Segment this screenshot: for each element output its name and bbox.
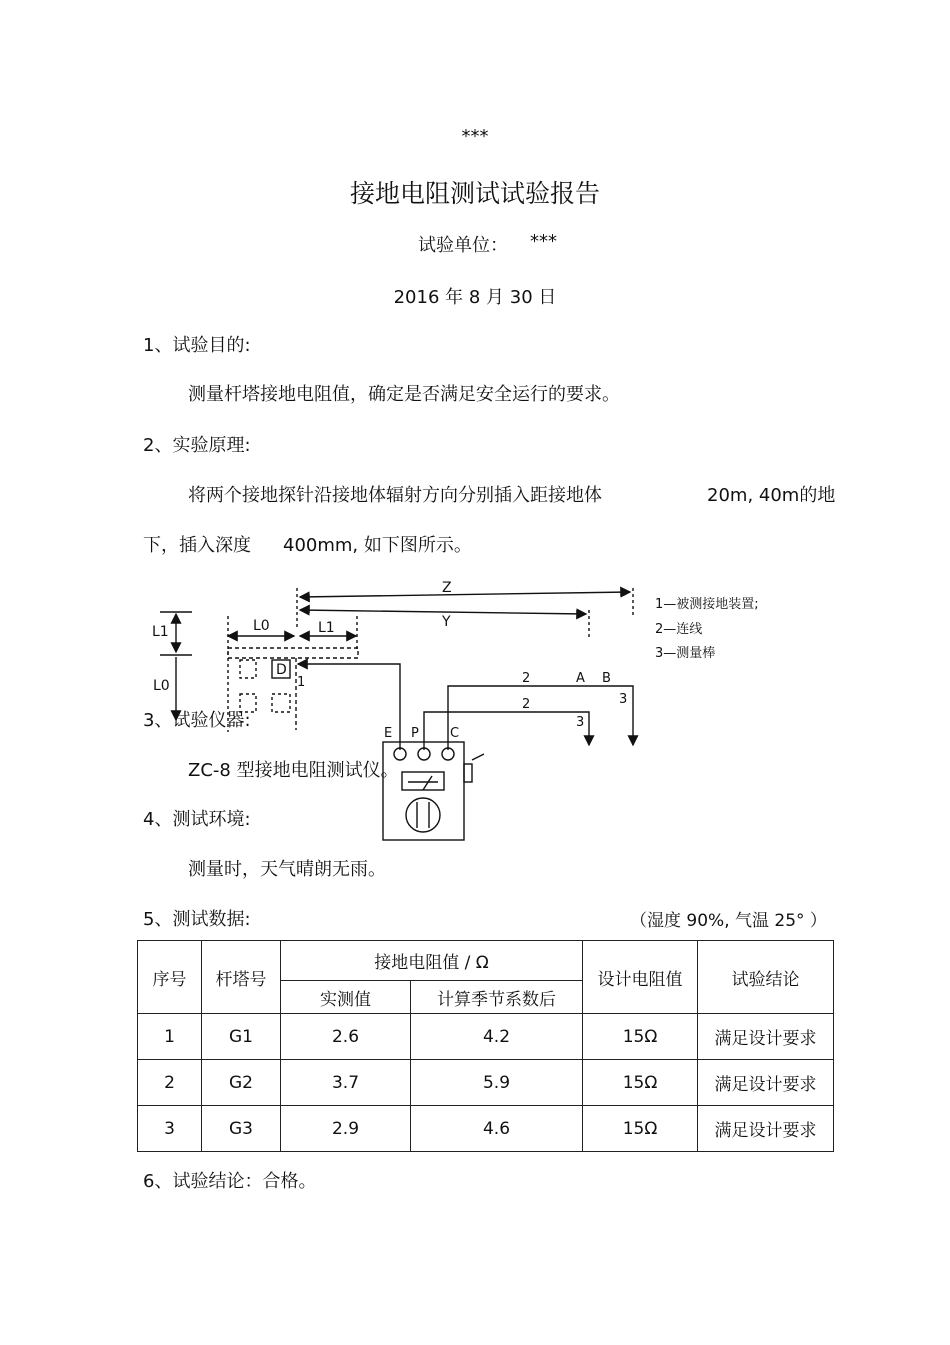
cell-seq: 1 (138, 1014, 202, 1060)
cell-design: 15Ω (583, 1014, 698, 1060)
section-4-heading: 4、测试环境: (143, 809, 251, 830)
diagram-label-y: Y (442, 614, 451, 630)
diagram-label-l1-v: L1 (152, 624, 169, 640)
legend-item-1: 1—被测接地装置; (655, 597, 759, 612)
header-resistance: 接地电阻值 / Ω (281, 941, 583, 981)
cell-seq: 3 (138, 1106, 202, 1152)
diagram-label-b: B (602, 671, 611, 686)
cell-design: 15Ω (583, 1060, 698, 1106)
diagram-label-a: A (576, 671, 585, 686)
section-3-body: ZC-8 型接地电阻测试仪。 (188, 760, 399, 781)
section-6-conclusion: 6、试验结论：合格。 (143, 1171, 317, 1192)
table-row (138, 1106, 834, 1152)
diagram-label-l0-v: L0 (153, 678, 170, 694)
unit-label: 试验单位： (418, 235, 508, 256)
header-stars: *** (461, 126, 489, 147)
report-date: 2016 年 8 月 30 日 (393, 287, 557, 308)
section-3-heading: 3、试验仪器: (143, 710, 251, 731)
cell-seasonal: 4.6 (411, 1106, 583, 1152)
diagram-label-l1-h: L1 (318, 620, 335, 636)
legend-item-2: 2—连线 (655, 622, 703, 637)
diagram-label-3b: 3 (576, 715, 585, 730)
section-1-body: 测量杆塔接地电阻值，确定是否满足安全运行的要求。 (188, 384, 620, 405)
cell-seasonal: 5.9 (411, 1060, 583, 1106)
diagram-label-e: E (384, 726, 393, 741)
header-design: 设计电阻值 (583, 941, 698, 1014)
header-seasonal: 计算季节系数后 (411, 981, 583, 1014)
cell-design: 15Ω (583, 1106, 698, 1152)
diagram-label-p: P (411, 726, 419, 741)
header-seq: 序号 (138, 941, 202, 1014)
cell-tower: G2 (202, 1060, 281, 1106)
diagram-label-l0-h: L0 (253, 618, 270, 634)
section-5-heading: 5、测试数据: (143, 909, 251, 930)
legend-item-3: 3—测量棒 (655, 646, 716, 661)
section-2-body-line1: 将两个接地探针沿接地体辐射方向分别插入距接地体 (188, 485, 602, 506)
section-2-body-distances: 20m, 40m的地 (707, 485, 836, 506)
cell-measured: 2.6 (281, 1014, 411, 1060)
diagram-label-2b: 2 (522, 697, 531, 712)
section-4-body: 测量时，天气晴朗无雨。 (188, 859, 386, 880)
diagram-label-z: Z (442, 580, 452, 596)
section-2-body-depth: 400mm, 如下图所示。 (283, 535, 472, 556)
cell-tower: G3 (202, 1106, 281, 1152)
diagram-label-3a: 3 (619, 692, 628, 707)
page-title: 接地电阻测试试验报告 (349, 179, 600, 208)
section-2-body-line2: 下，插入深度 (143, 535, 251, 556)
unit-value: *** (530, 231, 557, 252)
resistance-table (137, 940, 834, 1152)
cell-measured: 2.9 (281, 1106, 411, 1152)
cell-seasonal: 4.2 (411, 1014, 583, 1060)
header-tower: 杆塔号 (202, 941, 281, 1014)
cell-conclusion: 满足设计要求 (698, 1106, 834, 1152)
header-conclusion: 试验结论 (698, 941, 834, 1014)
section-2-heading: 2、实验原理: (143, 435, 251, 456)
test-conditions: （湿度 90%, 气温 25° ） (630, 911, 827, 931)
cell-seq: 2 (138, 1060, 202, 1106)
diagram-label-c: C (450, 726, 460, 741)
cell-conclusion: 满足设计要求 (698, 1014, 834, 1060)
diagram-label-1: 1 (297, 675, 306, 690)
cell-conclusion: 满足设计要求 (698, 1060, 834, 1106)
table-row (138, 1060, 834, 1106)
diagram-label-d: D (276, 662, 287, 678)
cell-tower: G1 (202, 1014, 281, 1060)
diagram-label-2a: 2 (522, 671, 531, 686)
header-measured: 实测值 (281, 981, 411, 1014)
cell-measured: 3.7 (281, 1060, 411, 1106)
table-row (138, 1014, 834, 1060)
section-1-heading: 1、试验目的: (143, 335, 251, 356)
